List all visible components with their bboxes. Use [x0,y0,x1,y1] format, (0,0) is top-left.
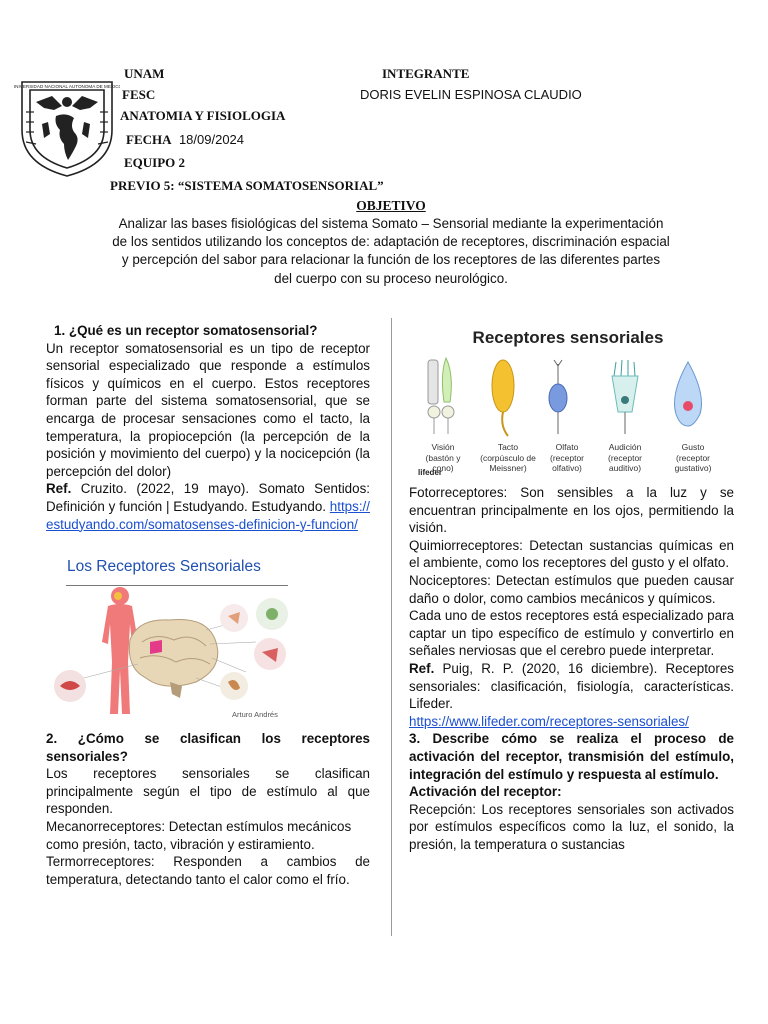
ref-label: Ref. [46,481,72,497]
left-column-lower [46,730,370,888]
figure-credit: Arturo Andrés [232,710,278,719]
right-paragraph-2: Quimiorreceptores: Detectan sustancias químicas en el ambiente, como los receptores del gusto y el olfato. [409,537,734,571]
ref-label: Ref. [409,660,435,676]
objective-title: OBJETIVO [356,198,426,213]
right-paragraph-4: Cada uno de estos receptores está especializado para captar un tipo específico de estímulo y convertirlo en señales nerviosas que el cerebro puede interpretar. [409,608,734,659]
ref-link-lifeder[interactable]: https://www.lifeder.com/receptores-sensoriales/ [409,713,689,729]
right-reference [409,660,734,730]
lifeder-logo: lifeder [418,468,443,477]
receptors-figure-title: Receptores sensoriales [472,328,664,347]
ref-text: Puig, R. P. (2020, 16 diciembre). Receptores sensoriales: clasificación, fisiología, características. Lifeder. [409,660,734,712]
unam-seal-logo [14,72,120,178]
ref-link-estudyando[interactable]: https://estudyando.com/somatosenses-definicion-y-funcion/ [46,498,370,532]
receptor-label-taste: Gusto (receptor gustativo) [674,442,712,473]
receptor-label-hearing: Audición (receptor auditivo) [607,442,642,473]
header-equipo: EQUIPO 2 [124,155,186,170]
header-fecha [126,131,244,149]
subheading-activation: Activación del receptor: [409,784,562,800]
receptor-label-touch: Tacto (corpúsculo de Meissner) [480,442,536,473]
column-divider [391,318,392,936]
question-1: 1. ¿Qué es un receptor somatosensorial? [54,323,318,338]
objective-text: Analizar las bases fisiológicas del sistema Somato – Sensorial mediante la experimentación de los sentidos utilizando los conceptos de: adaptación de receptores, discriminación espacial y percepción del sabor para relacionar la función de los receptores de las diferentes partes del cuerpo con su proceso neurológico. [112,216,670,286]
receptor-label-vision: Visión (bastón y cono) [425,442,461,473]
header-fesc: FESC [122,87,156,102]
question-2: 2. ¿Cómo se clasifican los receptores sensoriales? [46,731,370,764]
receptor-label-smell: Olfato (receptor olfativo) [549,442,584,473]
header-previo: PREVIO 5: “SISTEMA SOMATOSENSORIAL” [110,178,384,193]
sensory-receptors-figure [46,554,292,722]
header-integrante-name: DORIS EVELIN ESPINOSA CLAUDIO [360,87,582,102]
fecha-label: FECHA [126,132,172,147]
ref-text: Cruzito. (2022, 19 mayo). Somato Sentidos: Definición y función | Estudyando. Estudyando. [46,481,370,514]
right-paragraph-5: Recepción: Los receptores sensoriales son activados por estímulos específicos como la luz, el sonido, la presión, la temperatura o sustancias [409,801,734,852]
question-3: 3. Describe cómo se realiza el proceso de activación del receptor, transmisión del estímulo, integración del estímulo y respuesta al estímulo. [409,731,734,782]
left-column [46,322,370,533]
header-integrante-label: INTEGRANTE [382,66,470,81]
header-subject: ANATOMIA Y FISIOLOGIA [120,108,286,123]
right-column [409,484,734,853]
receptors-figure [408,320,728,482]
right-paragraph-3: Nociceptores: Detectan estímulos que pueden causar daño o dolor, como cambios mecánicos y químicos. [409,572,734,606]
left-paragraph-4: Termorreceptores: Responden a cambios de temperatura, detectando tanto el calor como el frío. [46,854,370,887]
body-brain-illustration [46,582,292,722]
right-paragraph-1: Fotorreceptores: Son sensibles a la luz y se encuentran principalmente en los ojos, permitiendo la visión. [409,485,734,536]
left-reference [46,480,370,533]
fecha-value: 18/09/2024 [178,132,245,147]
svg-text:UNIVERSIDAD NACIONAL AUTONOMA: UNIVERSIDAD NACIONAL AUTONOMA DE MEXICO [14,84,120,89]
figure-title: Los Receptores Sensoriales [67,558,261,575]
left-paragraph-3: Mecanorreceptores: Detectan estímulos mecánicos como presión, tacto, vibración y estiramiento. [46,818,352,852]
left-paragraph-1: Un receptor somatosensorial es un tipo de receptor sensorial especializado que responde a estímulos físicos y químicos en el cuerpo. Estos receptores forman parte del sistema somatosensorial, que se encarga de procesar sensaciones como el tacto, la temperatura, la propiocepción (la percepción de la posición y movimiento del cuerpo) y la nocicepción (la percepción del dolor) [46,340,370,479]
left-paragraph-2: Los receptores sensoriales se clasifican principalmente según el tipo de estímulo al que responden. [46,766,370,817]
header-unam: UNAM [124,66,165,81]
